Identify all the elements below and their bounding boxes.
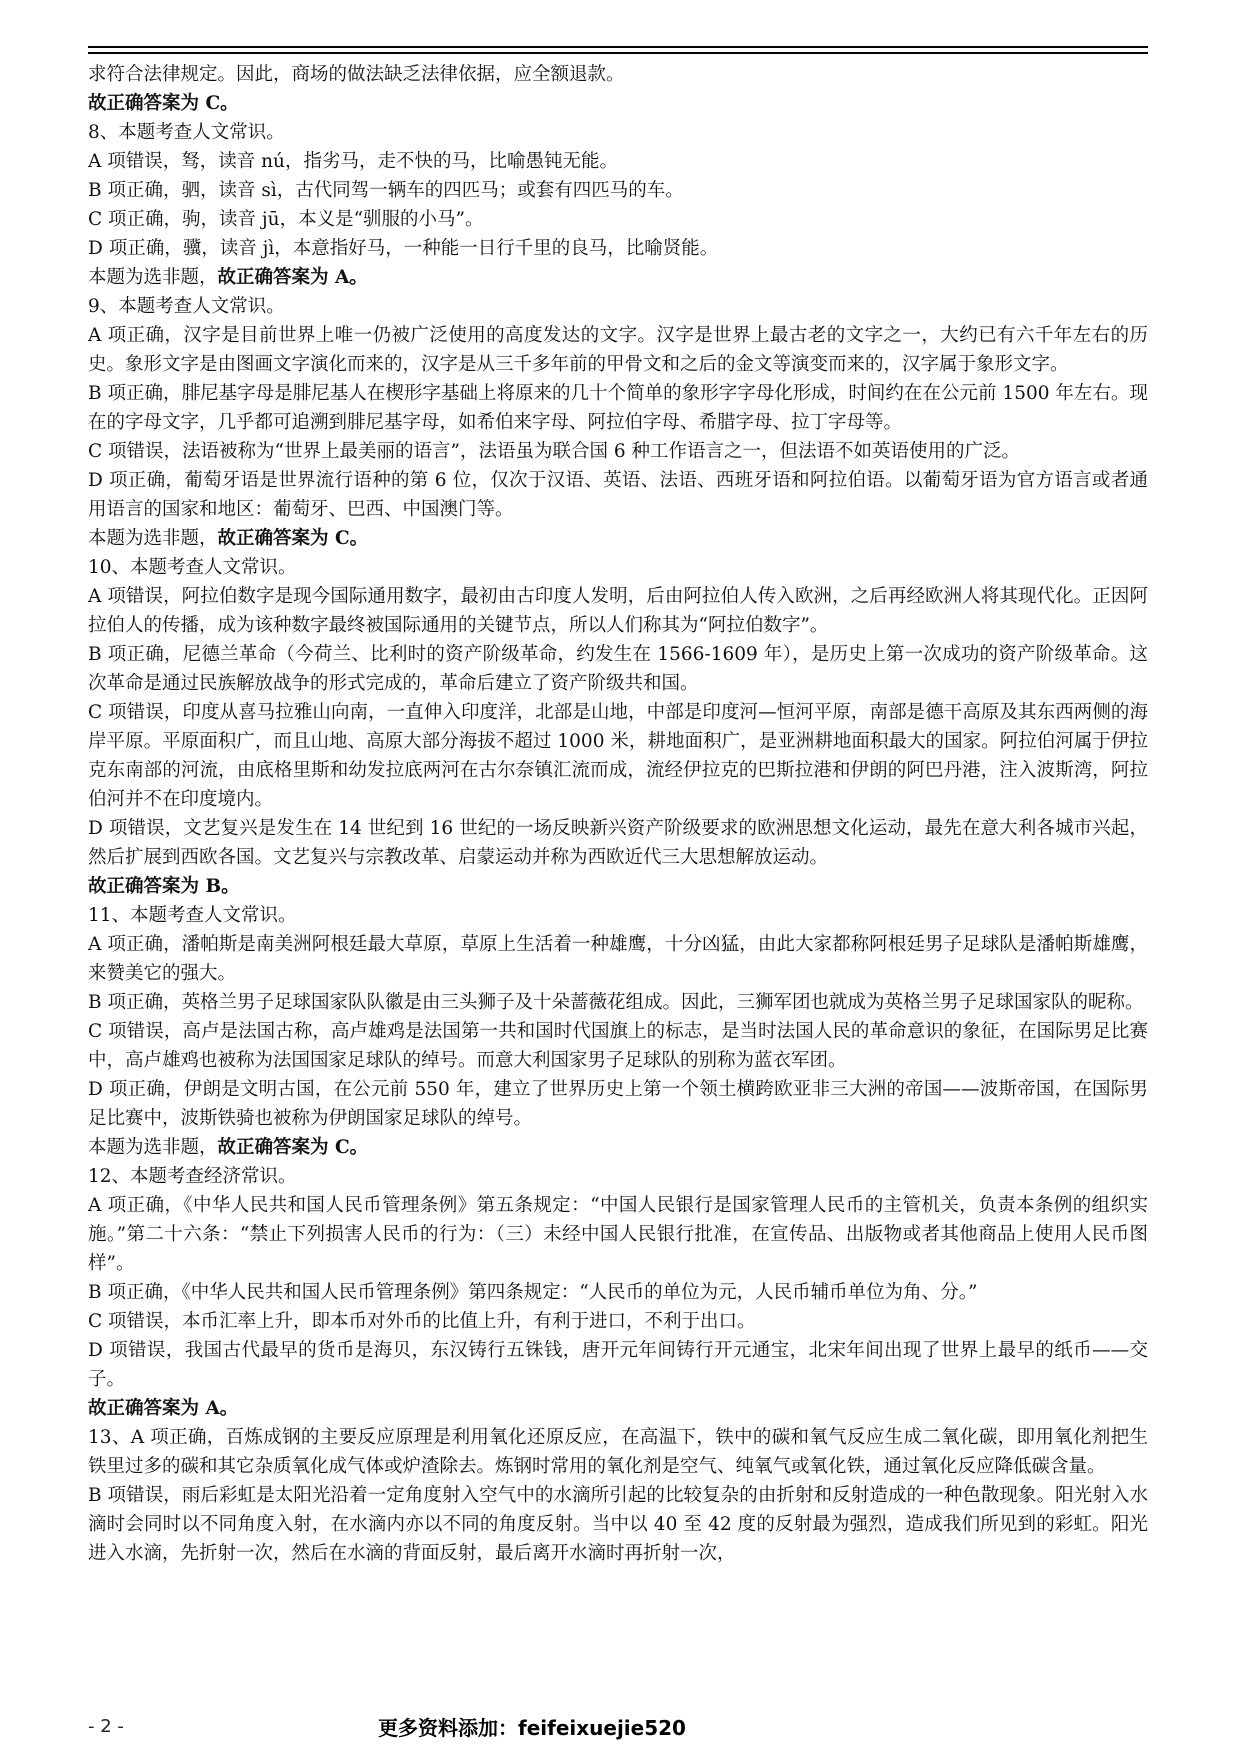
answer-prefix: 本题为选非题， <box>88 1137 218 1158</box>
option-line: A 项错误，阿拉伯数字是现今国际通用数字，最初由古印度人发明，后由阿拉伯人传入欧洲，之后再经欧洲人将其现代化。正因阿拉伯人的传播，成为该种数字最终被国际通用的关键节点，所以人们称其为“阿拉伯数字”。 <box>88 586 1148 636</box>
option-line: C 项错误，印度从喜马拉雅山向南，一直伸入印度洋，北部是山地，中部是印度河—恒河平原，南部是德干高原及其东西两侧的海岸平原。平原面积广，而且山地、高原大部分海拔不超过 1000 米，耕地面积广，是亚洲耕地面积最大的国家。阿拉伯河属于伊拉克东南部的河流，由底格里斯和幼发拉底两河在古尔奈镇汇流而成，流经伊拉克的巴斯拉港和伊朗的阿巴丹港，注入波斯湾，阿拉伯河并不在印度境内。 <box>88 702 1148 810</box>
option-line: C 项正确，驹，读音 jū，本义是“驯服的小马”。 <box>88 209 484 230</box>
question-heading: 12、本题考查经济常识。 <box>88 1166 297 1187</box>
option-line: B 项错误，雨后彩虹是太阳光沿着一定角度射入空气中的水滴所引起的比较复杂的由折射和反射造成的一种色散现象。阳光射入水滴时会同时以不同角度入射，在水滴内亦以不同的角度反射。当中以 40 至 42 度的反射最为强烈，造成我们所见到的彩虹。阳光进入水滴，先折射一次，然后在水滴的背面反射，最后离开水滴时再折射一次， <box>88 1485 1148 1564</box>
answer-text: 故正确答案为 B。 <box>88 876 240 897</box>
option-line: B 项正确，驷，读音 sì，古代同驾一辆车的四匹马；或套有四匹马的车。 <box>88 180 684 201</box>
option-line: A 项正确，汉字是目前世界上唯一仍被广泛使用的高度发达的文字。汉字是世界上最古老的文字之一，大约已有六千年左右的历史。象形文字是由图画文字演化而来的，汉字是从三千多年前的甲骨文和之后的金文等演变而来的，汉字属于象形文字。 <box>88 325 1148 375</box>
answer-line <box>88 1133 1148 1162</box>
option-line: A 项正确，《中华人民共和国人民币管理条例》第五条规定：“中国人民银行是国家管理人民币的主管机关，负责本条例的组织实施。”第二十六条：“禁止下列损害人民币的行为：（三）未经中国人民银行批准，在宣传品、出版物或者其他商品上使用人民币图样”。 <box>88 1195 1148 1274</box>
header-rule-top <box>88 46 1148 48</box>
option-line: D 项正确，伊朗是文明古国，在公元前 550 年，建立了世界历史上第一个领土横跨欧亚非三大洲的帝国——波斯帝国，在国际男足比赛中，波斯铁骑也被称为伊朗国家足球队的绰号。 <box>88 1079 1148 1129</box>
question-heading: 11、本题考查人文常识。 <box>88 905 297 926</box>
answer-prefix: 本题为选非题， <box>88 267 218 288</box>
option-line: B 项正确，《中华人民共和国人民币管理条例》第四条规定：“人民币的单位为元，人民币辅币单位为角、分。” <box>88 1282 978 1303</box>
answer-line <box>88 872 1148 901</box>
option-line: D 项错误，文艺复兴是发生在 14 世纪到 16 世纪的一场反映新兴资产阶级要求的欧洲思想文化运动，最先在意大利各城市兴起，然后扩展到西欧各国。文艺复兴与宗教改革、启蒙运动并称为西欧近代三大思想解放运动。 <box>88 818 1148 868</box>
answer-text: 故正确答案为 C。 <box>88 93 239 114</box>
document-body <box>88 60 1148 1568</box>
option-line: D 项错误，我国古代最早的货币是海贝，东汉铸行五铢钱，唐开元年间铸行开元通宝，北宋年间出现了世界上最早的纸币——交子。 <box>88 1340 1148 1390</box>
option-line: A 项错误，驽，读音 nú，指劣马，走不快的马，比喻愚钝无能。 <box>88 151 618 172</box>
option-line: D 项正确，骥，读音 jì，本意指好马，一种能一日行千里的良马，比喻贤能。 <box>88 238 719 259</box>
answer-line <box>88 1394 1148 1423</box>
question-heading: 13、A 项正确，百炼成钢的主要反应原理是利用氧化还原反应，在高温下，铁中的碳和氧气反应生成二氧化碳，即用氧化剂把生铁里过多的碳和其它杂质氧化成气体或炉渣除去。炼钢时常用的氧化剂是空气、纯氧气或氧化铁，通过氧化反应降低碳含量。 <box>88 1427 1148 1477</box>
answer-prefix: 本题为选非题， <box>88 528 218 549</box>
question-heading: 10、本题考查人文常识。 <box>88 557 297 578</box>
option-line: C 项错误，法语被称为“世界上最美丽的语言”，法语虽为联合国 6 种工作语言之一，但法语不如英语使用的广泛。 <box>88 441 1020 462</box>
answer-line <box>88 89 1148 118</box>
question-heading: 8、本题考查人文常识。 <box>88 122 285 143</box>
answer-text: 故正确答案为 A。 <box>88 1398 239 1419</box>
answer-line <box>88 524 1148 553</box>
text-line: 求符合法律规定。因此，商场的做法缺乏法律依据，应全额退款。 <box>88 64 625 85</box>
answer-line <box>88 263 1148 292</box>
option-line: B 项正确，腓尼基字母是腓尼基人在楔形字基础上将原来的几十个简单的象形字字母化形成，时间约在在公元前 1500 年左右。现在的字母文字，几乎都可追溯到腓尼基字母，如希伯来字母、阿拉伯字母、希腊字母、拉丁字母等。 <box>88 383 1148 433</box>
option-line: B 项正确，英格兰男子足球国家队队徽是由三头狮子及十朵蔷薇花组成。因此，三狮军团也就成为英格兰男子足球国家队的昵称。 <box>88 992 1144 1013</box>
footer-note: 更多资料添加：feifeixuejie520 <box>378 1716 686 1740</box>
option-line: B 项正确，尼德兰革命（今荷兰、比利时的资产阶级革命，约发生在 1566-1609 年），是历史上第一次成功的资产阶级革命。这次革命是通过民族解放战争的形式完成的，革命后建立了资产阶级共和国。 <box>88 644 1148 694</box>
option-line: C 项错误，高卢是法国古称，高卢雄鸡是法国第一共和国时代国旗上的标志，是当时法国人民的革命意识的象征，在国际男足比赛中，高卢雄鸡也被称为法国国家足球队的绰号。而意大利国家男子足球队的别称为蓝衣军团。 <box>88 1021 1148 1071</box>
page-number: - 2 - <box>88 1716 124 1737</box>
option-line: A 项正确，潘帕斯是南美洲阿根廷最大草原，草原上生活着一种雄鹰，十分凶猛，由此大家都称阿根廷男子足球队是潘帕斯雄鹰，来赞美它的强大。 <box>88 934 1148 984</box>
answer-text: 故正确答案为 C。 <box>217 528 369 549</box>
option-line: C 项错误，本币汇率上升，即本币对外币的比值上升，有利于进口，不利于出口。 <box>88 1311 756 1332</box>
option-line: D 项正确，葡萄牙语是世界流行语种的第 6 位，仅次于汉语、英语、法语、西班牙语和阿拉伯语。以葡萄牙语为官方语言或者通用语言的国家和地区：葡萄牙、巴西、中国澳门等。 <box>88 470 1148 520</box>
answer-text: 故正确答案为 C。 <box>217 1137 369 1158</box>
question-heading: 9、本题考查人文常识。 <box>88 296 285 317</box>
answer-text: 故正确答案为 A。 <box>217 267 368 288</box>
header-rule-bottom <box>88 52 1148 54</box>
